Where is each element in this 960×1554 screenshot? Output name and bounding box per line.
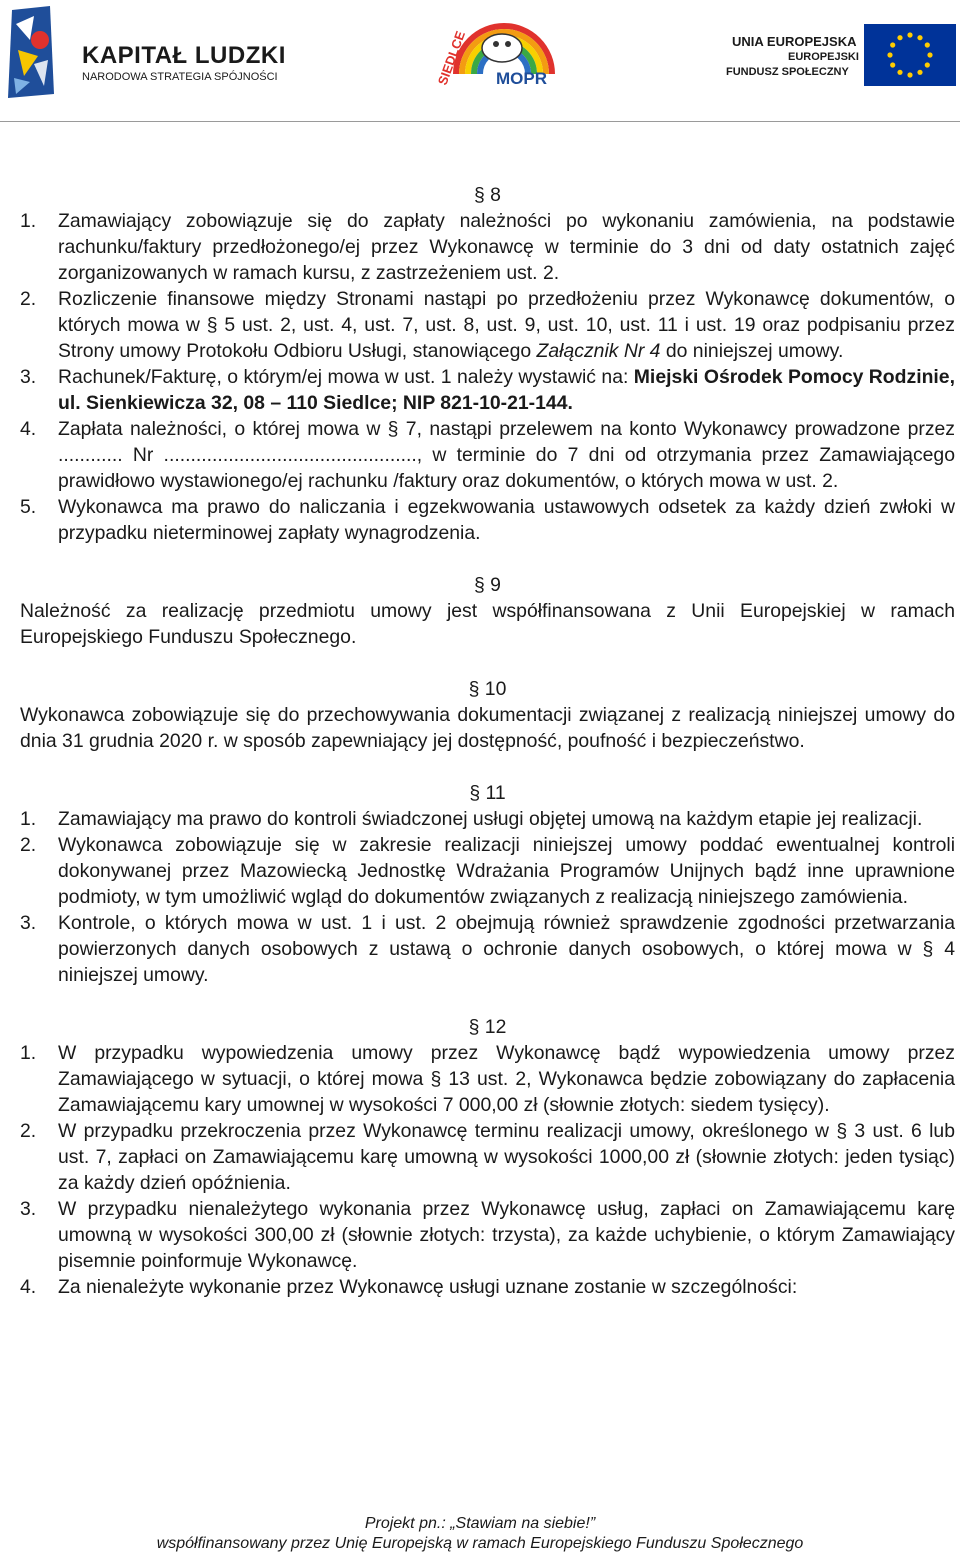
kapital-ludzki-title: KAPITAŁ LUDZKI — [82, 42, 286, 69]
item-number: 3. — [20, 366, 37, 388]
paragraph: Należność za realizację przedmiotu umowy jest współfinansowana z Unii Europejskiej w ramach Europejskiego Funduszu Społecznego. — [20, 600, 955, 648]
item-number: 2. — [20, 834, 37, 856]
list-item — [20, 286, 955, 364]
item-text: Za nienależyte wykonanie przez Wykonawcę usługi uznane zostanie w szczególności: — [58, 1276, 798, 1298]
item-text: Wykonawca ma prawo do naliczania i egzekwowania ustawowych odsetek za każdy dzień zwłoki w przypadku nieterminowej zapłaty wynagrodzenia. — [58, 496, 955, 544]
item-number: 3. — [20, 912, 37, 934]
section-heading-11: § 11 — [469, 782, 506, 804]
attachment-reference: Załącznik Nr 4 — [536, 340, 661, 362]
item-text: W przypadku nienależytego wykonania przez Wykonawcę usług, zapłaci on Zamawiającemu karę umowną w wysokości 300,00 zł (słownie złotych: trzysta), za każde uchybienie, o którym Zamawiający pisemnie poinformuje Wykonawcę. — [58, 1198, 955, 1272]
eu-line-2: EUROPEJSKI — [788, 51, 859, 63]
item-number: 3. — [20, 1198, 37, 1220]
kapital-ludzki-subtitle: NARODOWA STRATEGIA SPÓJNOŚCI — [82, 71, 278, 83]
page-header — [0, 0, 960, 122]
list-item — [20, 416, 955, 494]
footer-cofinancing: współfinansowany przez Unię Europejską w ramach Europejskiego Funduszu Społecznego — [156, 1535, 804, 1552]
footer-project-name: Projekt pn.: „Stawiam na siebie!” — [364, 1515, 596, 1532]
list-item — [20, 494, 955, 546]
list-item — [20, 806, 955, 832]
document-body — [20, 182, 955, 1300]
item-text: Rozliczenie finansowe między Stronami nastąpi po przedłożeniu przez Wykonawcę dokumentów, o których mowa w § 5 ust. 2, ust. 4, ust. 7, ust. 8, ust. 9, ust. 10, ust. 11 i ust. 19 oraz podpisaniu przez Strony umowy Protokołu Odbioru Usługi, stanowiącego — [58, 288, 955, 362]
page-footer — [0, 1514, 960, 1554]
item-text: Rachunek/Fakturę, o którym/ej mowa w ust. 1 należy wystawić na: — [58, 366, 634, 388]
mopr-arc-text: SIEDLCE — [438, 28, 469, 88]
item-number: 1. — [20, 1042, 37, 1064]
item-number: 2. — [20, 1120, 37, 1142]
item-text: Wykonawca zobowiązuje się w zakresie realizacji niniejszej umowy poddać ewentualnej kontroli dokonywanej przez Mazowiecką Jednostkę Wdrażania Programów Unijnych bądź inne uprawnione podmioty, w tym umożliwić wgląd do dokumentów związanych z realizacją niniejszego zamówienia. — [58, 834, 955, 908]
item-number: 1. — [20, 210, 37, 232]
item-number: 2. — [20, 288, 37, 310]
item-text: W przypadku wypowiedzenia umowy przez Wykonawcę bądź wypowiedzenia umowy przez Zamawiającego w sytuacji, o której mowa § 13 ust. 2, Wykonawca będzie zobowiązany do zapłacenia Zamawiającemu kary umownej w wysokości 7 000,00 zł (słownie złotych: siedem tysięcy). — [58, 1042, 955, 1116]
item-text: W przypadku przekroczenia przez Wykonawcę terminu realizacji umowy, określonego w § 3 ust. 6 lub ust. 7, zapłaci on Zamawiającemu karę umowną w wysokości 1000,00 zł (słownie złotych: jeden tysiąc) za każdy dzień opóźnienia. — [58, 1120, 955, 1194]
item-text: Zapłata należności, o której mowa w § 7, nastąpi przelewem na konto Wykonawcy prowadzone przez ............ Nr ..............................................., w terminie do 7 dni od otrzymania przez Zamawiającego prawidłowo wystawionego/ej rachunku /faktury oraz dokumentów, o których mowa w ust. 2. — [58, 418, 955, 492]
item-number: 5. — [20, 496, 37, 518]
list-item — [20, 1118, 955, 1196]
paragraph: Wykonawca zobowiązuje się do przechowywania dokumentacji związanej z realizacją niniejszej umowy do dnia 31 grudnia 2020 r. w sposób zapewniający jej dostępność, poufność i bezpieczeństwo. — [20, 704, 955, 752]
item-text: Zamawiający zobowiązuje się do zapłaty należności po wykonaniu zamówienia, na podstawie rachunku/faktury przedłożonego/ej przez Wykonawcę w terminie do 3 dni od daty ostatnich zajęć zorganizowanych w ramach kursu, z zastrzeżeniem ust. 2. — [58, 210, 955, 284]
list-item — [20, 364, 955, 416]
mopr-rainbow-icon — [438, 4, 558, 104]
item-number: 4. — [20, 418, 37, 440]
item-number: 4. — [20, 1276, 37, 1298]
list-item — [20, 1040, 955, 1118]
eu-logo — [718, 14, 958, 94]
section-heading-9: § 9 — [474, 574, 501, 596]
item-number: 1. — [20, 808, 37, 830]
kapital-ludzki-logo — [4, 6, 294, 102]
list-item — [20, 910, 955, 988]
section-heading-12: § 12 — [468, 1016, 507, 1038]
eu-line-3: FUNDUSZ SPOŁECZNY — [726, 66, 849, 78]
list-item — [20, 1274, 955, 1300]
item-text: Kontrole, o których mowa w ust. 1 i ust. 2 obejmują również sprawdzenie zgodności przetwarzania powierzonych danych osobowych z ustawą o ochronie danych osobowych, o której mowa w § 4 niniejszej umowy. — [58, 912, 955, 986]
list-item — [20, 832, 955, 910]
list-item — [20, 208, 955, 286]
eu-line-1: UNIA EUROPEJSKA — [732, 34, 857, 49]
kapital-ludzki-emblem-icon — [4, 6, 74, 102]
invoice-address: Miejski Ośrodek Pomocy Rodzinie, ul. Sienkiewicza 32, 08 – 110 Siedlce; NIP 821-10-21-144. — [58, 366, 955, 414]
section-heading-10: § 10 — [468, 678, 507, 700]
item-text: do niniejszej umowy. — [660, 340, 844, 362]
mopr-logo — [438, 4, 558, 104]
section-heading-8: § 8 — [474, 184, 501, 206]
eu-flag-icon — [864, 24, 956, 86]
list-item — [20, 1196, 955, 1274]
item-text: Zamawiający ma prawo do kontroli świadczonej usługi objętej umową na każdym etapie jej realizacji. — [58, 808, 923, 830]
header-divider — [0, 121, 960, 122]
mopr-label: MOPR — [496, 69, 547, 88]
